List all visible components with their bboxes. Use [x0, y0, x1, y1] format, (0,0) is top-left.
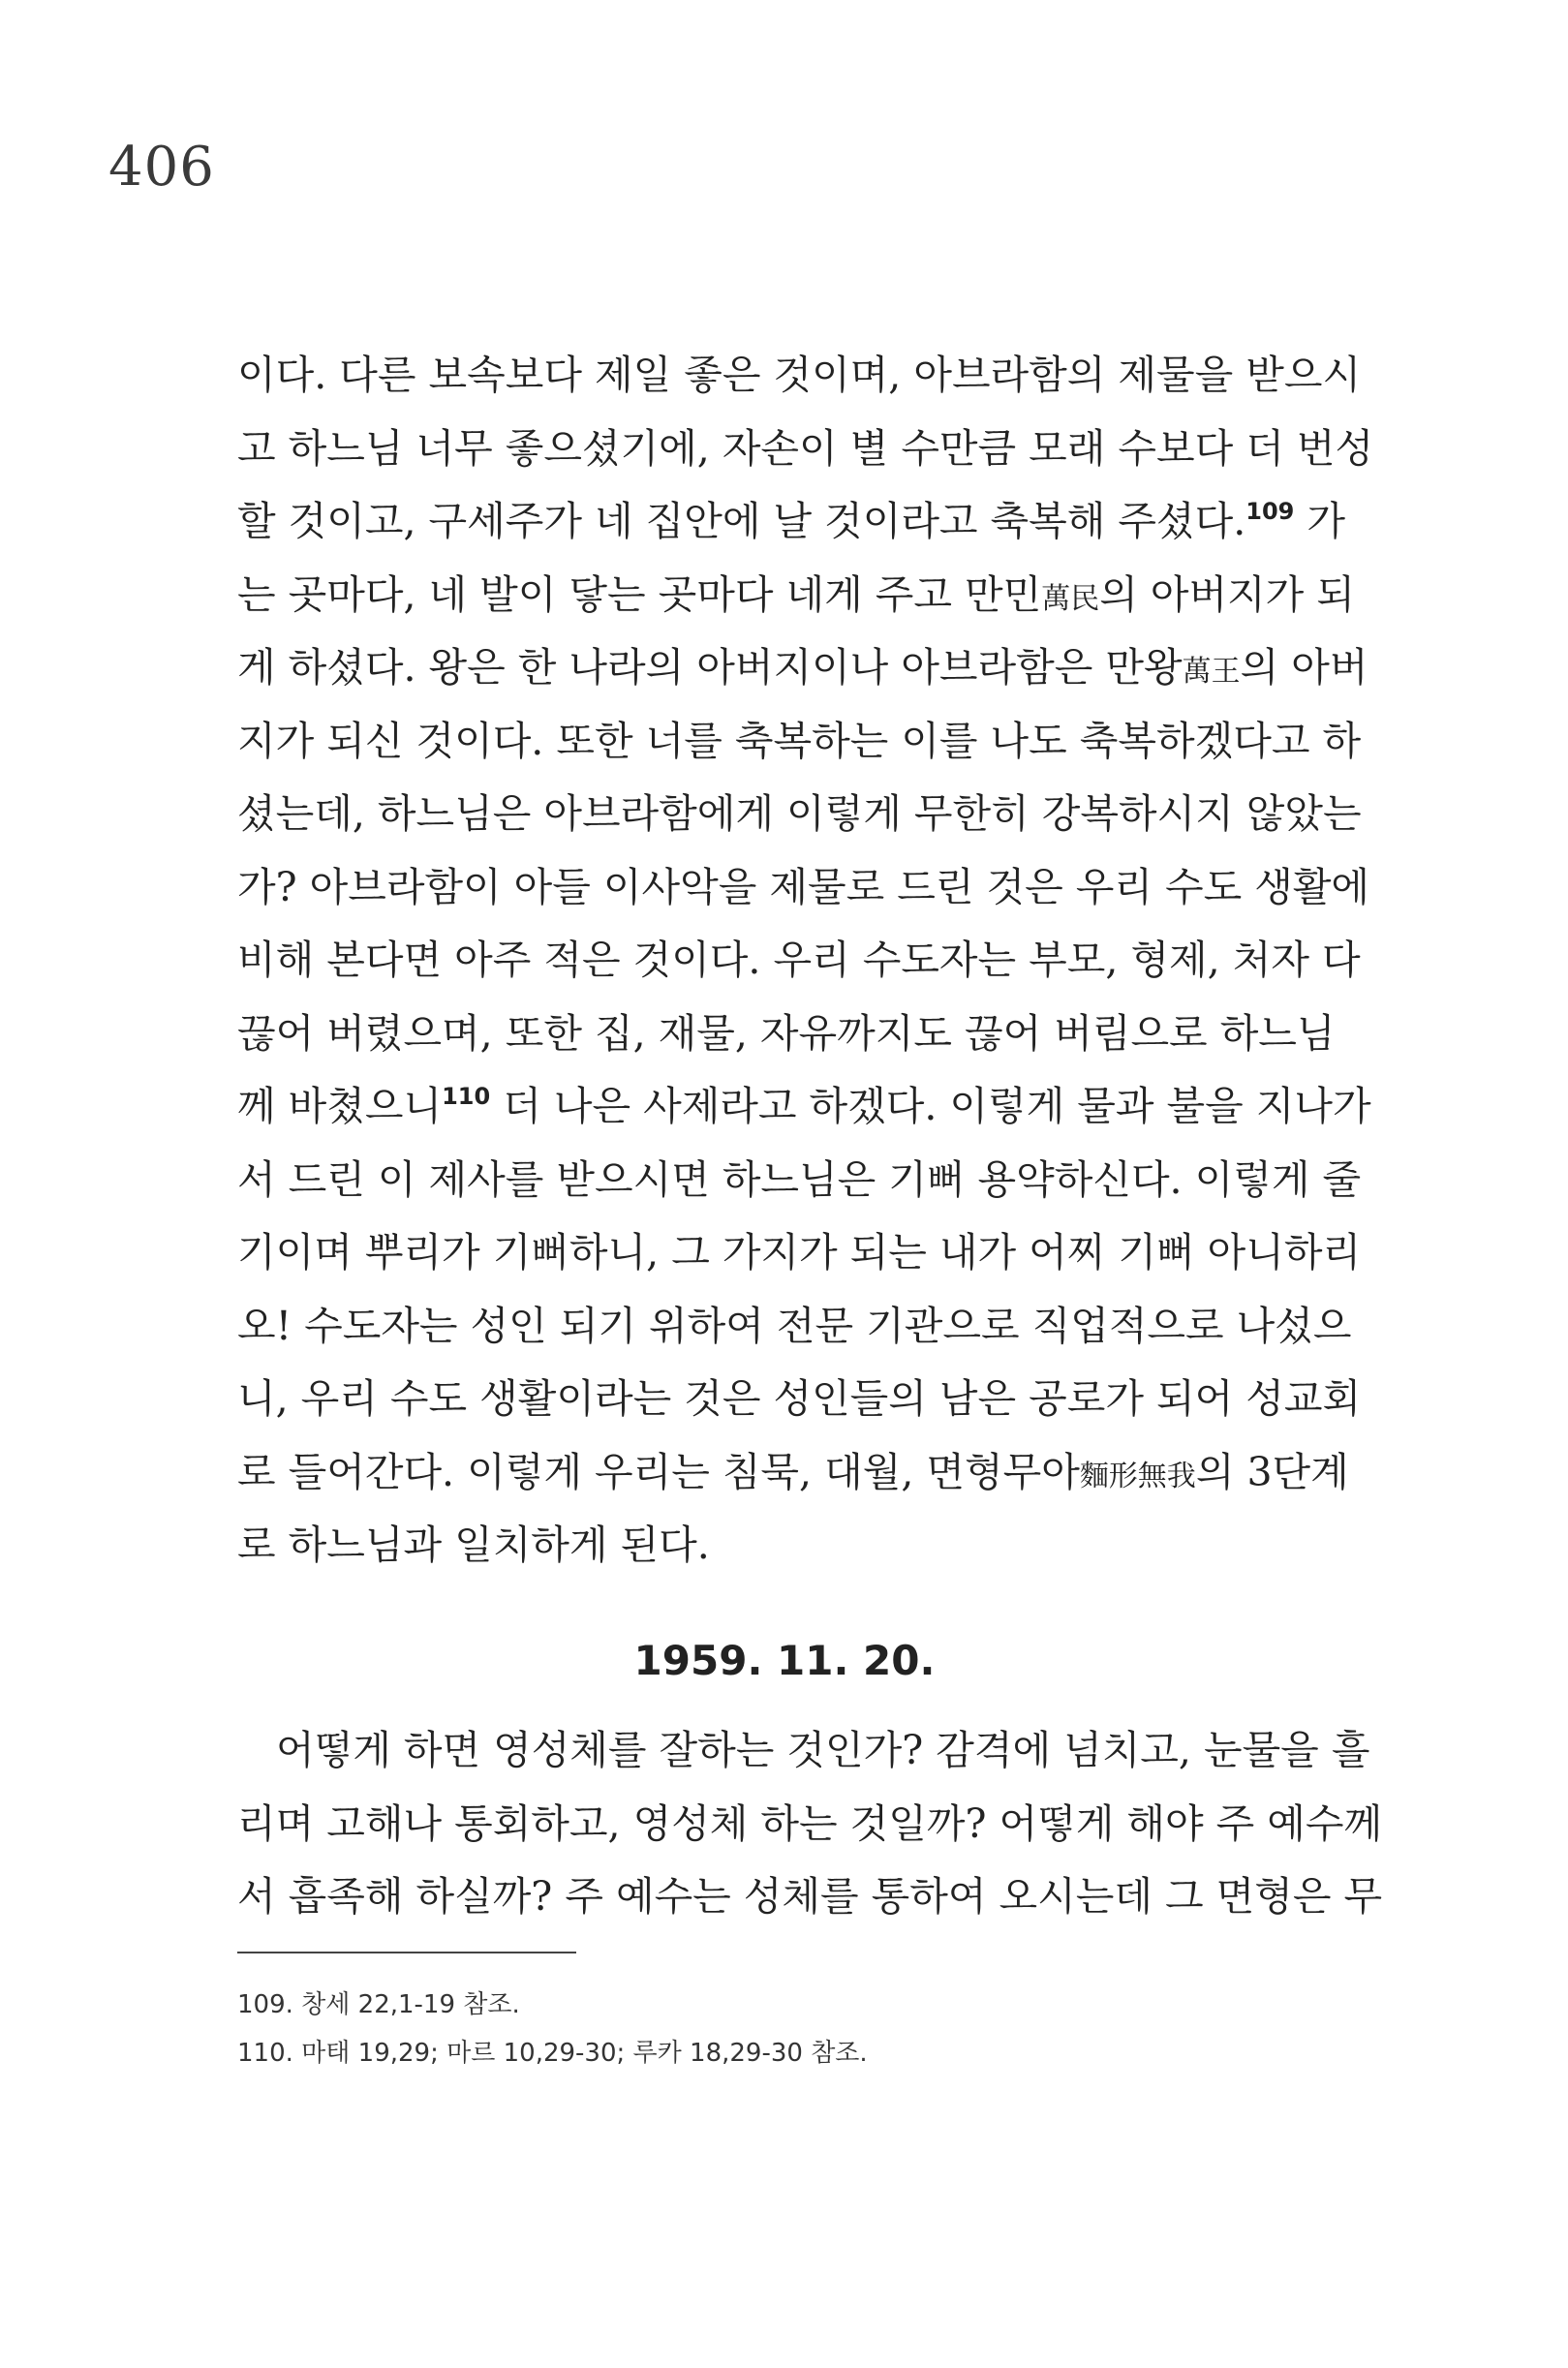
body-line: 서 드린 이 제사를 받으시면 하느님은 기뻐 용약하신다. 이렇게 줄 — [237, 1155, 1362, 1203]
body-line: 할 것이고, 구세주가 네 집안에 날 것이라고 축복해 주셨다.$^{109}$ 가 — [237, 498, 1346, 544]
hanja-gloss: 麵形無我 — [1079, 1459, 1196, 1493]
body-line: 오! 수도자는 성인 되기 위하여 전문 기관으로 직업적으로 나섰으 — [237, 1302, 1352, 1349]
body-line: 기이며 뿌리가 기뻐하니, 그 가지가 되는 내가 어찌 기뻐 아니하리 — [237, 1229, 1362, 1276]
body-line: 로 들어간다. 이렇게 우리는 침묵, 대월, 면형무아麵形無我의 3단계 — [237, 1448, 1349, 1495]
body-text — [237, 339, 1374, 1583]
footnote-ref-109[interactable]: 109 — [1245, 498, 1295, 525]
footnote-divider — [237, 1952, 576, 1953]
body-line: 께 바쳤으니$^{110}$ 더 나은 사제라고 하겠다. 이렇게 물과 불을 지나가 — [237, 1083, 1371, 1129]
body-line: 가? 아브라함이 아들 이사악을 제물로 드린 것은 우리 수도 생활에 — [237, 863, 1370, 910]
body-line: 로 하느님과 일치하게 된다. — [237, 1522, 710, 1568]
body-line: 는 곳마다, 네 발이 닿는 곳마다 네게 주고 만민萬民의 아버지가 되 — [237, 570, 1355, 618]
section-line: 리며 고해나 통회하고, 영성체 하는 것일까? 어떻게 해야 주 예수께 — [237, 1799, 1383, 1847]
section-date-heading: 1959. 11. 20. — [633, 1637, 936, 1684]
body-line: 니, 우리 수도 생활이라는 것은 성인들의 남은 공로가 되어 성교회 — [237, 1375, 1362, 1422]
footnote-110: 110. 마태 19,29; 마르 10,29-30; 루카 18,29-30 참조. — [237, 2039, 868, 2068]
body-line: 셨는데, 하느님은 아브라함에게 이렇게 무한히 강복하시지 않았는 — [237, 790, 1362, 837]
footnote-109: 109. 창세 22,1-19 참조. — [237, 1990, 520, 2019]
body-line: 끊어 버렸으며, 또한 집, 재물, 자유까지도 끊어 버림으로 하느님 — [237, 1009, 1336, 1057]
body-line: 이다. 다른 보속보다 제일 좋은 것이며, 아브라함의 제물을 받으시 — [237, 352, 1362, 398]
section-line: 어떻게 하면 영성체를 잘하는 것인가? 감격에 넘치고, 눈물을 흘 — [276, 1727, 1370, 1773]
footnote-ref-110[interactable]: 110 — [442, 1083, 491, 1110]
page-number: 406 — [108, 136, 215, 199]
hanja-gloss: 萬民 — [1041, 581, 1100, 616]
section-line: 서 흡족해 하실까? 주 예수는 성체를 통하여 오시는데 그 면형은 무 — [237, 1873, 1383, 1920]
body-line: 비해 본다면 아주 적은 것이다. 우리 수도자는 부모, 형제, 처자 다 — [237, 937, 1361, 983]
body-line: 게 하셨다. 왕은 한 나라의 아버지이나 아브라함은 만왕萬王의 아버 — [237, 644, 1368, 691]
hanja-gloss: 萬王 — [1182, 655, 1241, 689]
body-line: 지가 되신 것이다. 또한 너를 축복하는 이를 나도 축복하겠다고 하 — [237, 717, 1362, 764]
body-line: 고 하느님 너무 좋으셨기에, 자손이 별 수만큼 모래 수보다 더 번성 — [237, 424, 1374, 472]
section-text — [237, 1714, 1383, 1934]
footnotes — [237, 1981, 1332, 2077]
